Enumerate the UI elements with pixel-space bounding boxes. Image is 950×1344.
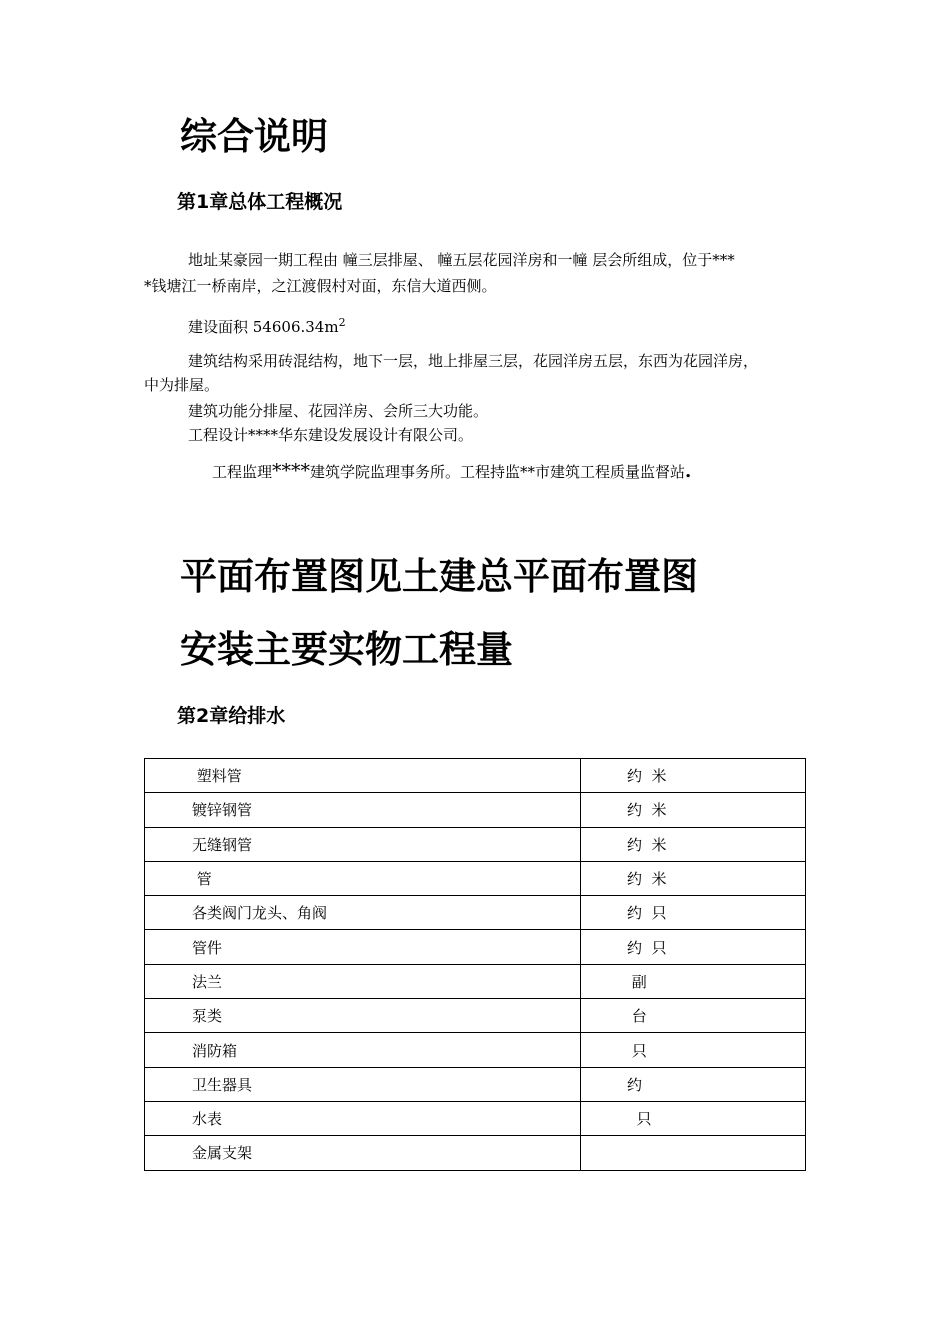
item-cell: 塑料管 [145,759,581,793]
supervision-line [212,460,691,482]
unit-cell: 约 米 [581,793,806,827]
table-row [145,964,806,998]
unit-cell: 约 [581,1067,806,1101]
overview-paragraph-line2: *钱塘江一桥南岸，之江渡假村对面，东信大道西侧。 [144,277,497,295]
supervision-stars: **** [272,460,311,482]
chapter1-heading: 第1章总体工程概况 [177,191,343,213]
quantities-table [144,758,806,1171]
unit-cell: 约 只 [581,896,806,930]
item-cell: 卫生器具 [145,1067,581,1101]
table-row [145,1033,806,1067]
table-row [145,930,806,964]
unit-cell [581,1136,806,1170]
supervision-end: . [685,461,692,482]
unit-cell: 约 只 [581,930,806,964]
structure-line1: 建筑结构采用砖混结构，地下一层，地上排屋三层，花园洋房五层，东西为花园洋房， [188,352,759,370]
function-line: 建筑功能分排屋、花园洋房、会所三大功能。 [188,402,489,420]
chapter2-heading: 第2章给排水 [177,705,286,727]
quantities-heading: 安装主要实物工程量 [180,628,513,671]
table-row [145,827,806,861]
unit-cell: 约 米 [581,827,806,861]
unit-cell: 台 [581,999,806,1033]
table-row [145,861,806,895]
item-cell: 管件 [145,930,581,964]
construction-area [188,316,346,337]
item-cell: 金属支架 [145,1136,581,1170]
construction-area-text: 建设面积 54606.34m [188,318,339,336]
item-cell: 泵类 [145,999,581,1033]
table-row [145,896,806,930]
supervision-prefix: 工程监理 [212,463,273,481]
item-cell: 无缝钢管 [145,827,581,861]
overview-paragraph-line1: 地址某豪园一期工程由 幢三层排屋、 幢五层花园洋房和一幢 层会所组成，位于*** [188,251,735,269]
table-row [145,999,806,1033]
construction-area-unit-sup: 2 [338,316,346,329]
table-row [145,759,806,793]
table-row [145,1136,806,1170]
layout-heading: 平面布置图见土建总平面布置图 [180,555,698,598]
document-title: 综合说明 [180,115,328,158]
structure-line2: 中为排屋。 [144,376,220,394]
unit-cell: 副 [581,964,806,998]
item-cell: 水表 [145,1101,581,1135]
table-row [145,1067,806,1101]
supervision-rest: 建筑学院监理事务所。工程持监**市建筑工程质量监督站 [310,463,686,481]
table-row [145,1101,806,1135]
unit-cell: 约 米 [581,759,806,793]
item-cell: 管 [145,861,581,895]
unit-cell: 约 米 [581,861,806,895]
item-cell: 消防箱 [145,1033,581,1067]
item-cell: 各类阀门龙头、角阀 [145,896,581,930]
unit-cell: 只 [581,1033,806,1067]
unit-cell: 只 [581,1101,806,1135]
item-cell: 法兰 [145,964,581,998]
item-cell: 镀锌钢管 [145,793,581,827]
table-row [145,793,806,827]
design-line: 工程设计****华东建设发展设计有限公司。 [188,426,474,444]
